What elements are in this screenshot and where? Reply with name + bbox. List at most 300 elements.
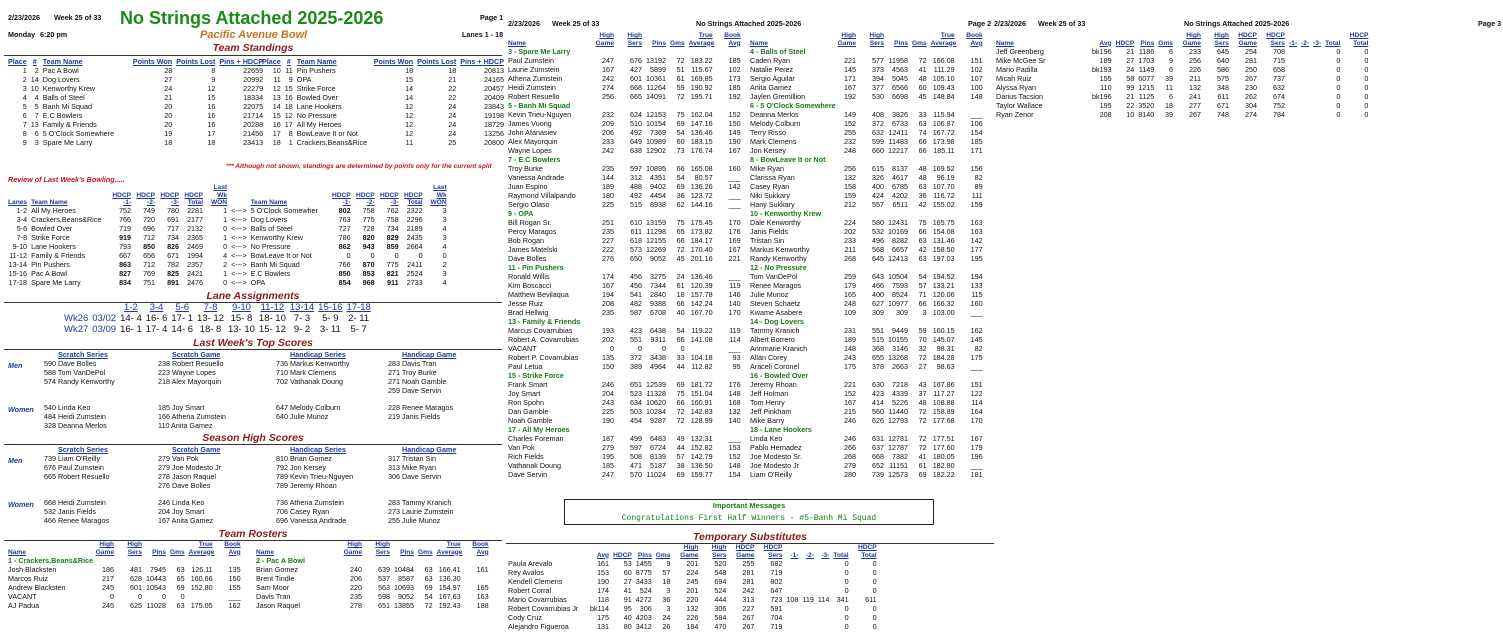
roster-cell: 649: [630, 136, 642, 146]
roster-cell: 132: [844, 172, 856, 182]
roster-header: High Sers: [127, 541, 142, 556]
roster-cell: Sam Moor: [256, 582, 290, 592]
subs-cell: 114: [817, 594, 830, 604]
roster-cell: 73: [676, 145, 685, 155]
subs-cell: 18: [1164, 100, 1173, 110]
roster-cell: 643: [872, 271, 884, 281]
score-entry: 218 Alex Mayorquin: [158, 377, 222, 386]
roster-cell: Jeremy Rhoan: [750, 379, 797, 389]
table-row: [506, 335, 743, 344]
standings-cell: 20409: [484, 92, 504, 102]
roster-cell: 177.68: [932, 415, 955, 425]
roster-cell: Natalie Perez: [750, 64, 794, 74]
roster-cell: 136.50: [690, 460, 713, 470]
roster-cell: 8938: [650, 199, 666, 209]
roster-cell: 38: [676, 460, 685, 470]
roster-cell: 187: [602, 433, 614, 443]
table-row: [748, 245, 985, 254]
roster-cell: 242: [602, 145, 614, 155]
roster-cell: Mark Clemens: [750, 136, 797, 146]
roster-cell: 122: [970, 388, 983, 398]
review-cell: 0: [394, 251, 399, 261]
subs-cell: [1287, 110, 1299, 119]
subs-continued-wrap: [994, 32, 1370, 119]
roster-cell: Hany Sukkary: [750, 199, 795, 209]
subs-cell: 0: [1336, 100, 1341, 110]
roster-cell: 41: [918, 64, 927, 74]
standings-cell: 14: [405, 83, 414, 93]
table-row: [506, 281, 743, 290]
roster-cell: 173.98: [932, 136, 955, 146]
table-row: [506, 398, 743, 407]
roster-cell: 152.80: [190, 582, 213, 592]
spacer: [506, 544, 588, 559]
review-header: HDCP -1-: [331, 191, 351, 207]
roster-cell: 160: [970, 298, 983, 308]
table-row: [506, 425, 743, 434]
roster-cell: Terry Risso: [750, 127, 786, 137]
review-cell: 859: [386, 242, 399, 252]
roster-cell: 12217: [888, 145, 908, 155]
roster-cell: 152: [728, 451, 741, 461]
table-row: [748, 380, 985, 389]
roster-cell: 7382: [892, 451, 908, 461]
standings-cell: 15: [284, 83, 293, 93]
roster-cell: 551: [872, 325, 884, 335]
review-cell: 4: [442, 278, 447, 288]
table-row: [994, 65, 1370, 74]
roster-cell: 24: [676, 271, 685, 281]
roster-cell: 167: [728, 244, 741, 254]
header-date: 2/23/2026: [994, 19, 1026, 28]
roster-left: [6, 541, 243, 610]
roster-cell: Noah Gamble: [508, 415, 553, 425]
score-entry: 702 Vathanak Doung: [276, 377, 344, 386]
roster-team-name: 5 - Banh Mi Squad: [508, 100, 571, 110]
table-row: [506, 290, 743, 299]
roster-header: Gms: [418, 548, 433, 556]
roster-cell: 12787: [888, 442, 908, 452]
review-cell: 4: [442, 224, 447, 234]
subs-cell: bk193: [1092, 64, 1112, 74]
review-cell: Balls of Steel: [250, 224, 293, 234]
subs-cell: Mike McGee Sr: [996, 55, 1046, 65]
review-cell: 758: [386, 215, 399, 225]
table-row: [748, 47, 985, 56]
standings-cell: 19: [164, 128, 173, 138]
messages-body: Congratulations First Half Winners - #5-Banh Mi Squad: [621, 513, 877, 523]
roster-cell: 276: [602, 253, 614, 263]
subs-header: HDCP Game: [735, 544, 755, 559]
subs-cell: [800, 586, 815, 595]
subs-cell: 108: [786, 594, 799, 604]
subs-cell: Kendell Clemens: [508, 576, 563, 586]
standings-cell: Lane Hookers: [296, 101, 342, 111]
roster-cell: 12573: [888, 469, 908, 479]
table-row: [6, 583, 243, 592]
subs-cell: 39: [1164, 73, 1173, 83]
roster-cell: 63: [918, 235, 927, 245]
lane-value: 9- 2: [293, 323, 311, 335]
roster-cell: 162.04: [690, 109, 713, 119]
roster-cell: 66: [676, 334, 685, 344]
roster-cell: 155.02: [932, 199, 955, 209]
standings-cell: 9: [211, 74, 216, 84]
roster-cell: 11328: [646, 388, 666, 398]
review-cell: 0: [223, 242, 228, 252]
roster-cell: 240: [350, 564, 362, 574]
standings-cell: 13256: [484, 128, 504, 138]
standings-cell: 24: [448, 110, 457, 120]
subs-header: Total: [833, 551, 849, 559]
roster-cell: 192: [844, 91, 856, 101]
standings-left: [6, 57, 265, 147]
subs-cell: 26: [662, 621, 671, 631]
review-cell: 719: [119, 224, 132, 234]
score-entry: 278 Jason Raquel: [158, 472, 216, 481]
lane-pair: 5-6: [175, 302, 190, 313]
roster-cell: 111.29: [933, 64, 955, 74]
table-row: [6, 261, 449, 270]
roster-cell: 202: [844, 226, 856, 236]
roster-cell: Percy Maragos: [508, 226, 557, 236]
roster-cell: 151.04: [690, 388, 713, 398]
roster-cell: 152: [844, 118, 856, 128]
roster-cell: 135: [228, 564, 241, 574]
table-row: [748, 155, 985, 164]
roster-cell: 154.08: [932, 226, 955, 236]
roster-cell: 278: [350, 600, 362, 610]
roster-cell: 59: [918, 325, 927, 335]
review-cell: 728: [362, 224, 375, 234]
review-cell: 775: [362, 215, 375, 225]
roster-cell: 492: [630, 127, 642, 137]
roster-cell: 61: [676, 280, 685, 290]
table-row: [506, 119, 743, 128]
standings-cell: 1: [288, 137, 293, 147]
score-entry: 238 Robert Resuello: [158, 359, 224, 368]
roster-cell: 206: [602, 127, 614, 137]
roster-cell: 126.11: [191, 564, 213, 574]
roster-cell: 6708: [650, 307, 666, 317]
roster-cell: Pablo Hernadez: [750, 442, 802, 452]
roster-cell: 627: [872, 298, 884, 308]
roster-cell: 170: [728, 217, 741, 227]
roster-cell: 108.88: [932, 397, 955, 407]
standings-cell: Family & Friends: [42, 119, 97, 129]
table-row: [748, 236, 985, 245]
review-cell: <--->: [231, 269, 247, 279]
roster-cell: Paul Zumstein: [508, 55, 554, 65]
table-row: [6, 138, 265, 147]
roster-cell: 9287: [650, 415, 666, 425]
subs-cell: 1703: [1138, 55, 1155, 65]
roster-cell: Kim Boscacci: [508, 280, 552, 290]
roster-cell: 4339: [892, 388, 908, 398]
roster-cell: 211: [844, 244, 856, 254]
roster-cell: 62: [676, 199, 685, 209]
roster-cell: 248: [844, 145, 856, 155]
table-row: [748, 299, 985, 308]
subs-cell: 0: [844, 576, 849, 586]
score-entry: 466 Renee Maragos: [44, 516, 110, 525]
roster-header: Book Avg: [724, 32, 741, 47]
score-entry: 640 Julie Munoz: [276, 412, 329, 421]
standings-cell: 17: [284, 119, 293, 129]
roster-team-name: 2 - Pac A Bowl: [256, 555, 305, 565]
table-row: [6, 243, 449, 252]
standings-cell: 10: [272, 65, 281, 75]
subs-cell: 132: [1188, 82, 1201, 92]
subs-cell: 80: [623, 621, 632, 631]
roster-cell: 235: [602, 163, 614, 173]
roster-cell: 148: [728, 460, 741, 470]
standings-cell: Crackers,Beans&Rice: [296, 137, 368, 147]
subs-cell: [1299, 110, 1311, 119]
roster-cell: 12153: [646, 109, 666, 119]
roster-cell: 532: [872, 226, 884, 236]
roster-cell: 224: [844, 217, 856, 227]
subs-cell: 0: [1364, 55, 1369, 65]
standings-cell: Banh Mi Squad: [42, 101, 92, 111]
page-number: Page 3: [1478, 19, 1502, 28]
standings-cell: E.C Bowlers: [42, 110, 83, 120]
standings-cell: 18: [448, 65, 457, 75]
roster-cell: Robert A. Covarrubias: [508, 334, 579, 344]
roster-cell: 63: [176, 600, 185, 610]
roster-cell: 676: [630, 55, 642, 65]
standings-cell: 19198: [484, 110, 504, 120]
roster-cell: 142.83: [690, 406, 713, 416]
lane-value: 3- 11: [319, 323, 341, 335]
roster-team-name: 1 - Crackers,Beans&Rice: [8, 555, 94, 565]
roster-cell: 45: [918, 91, 927, 101]
table-row: [506, 137, 743, 146]
subs-cell: 3: [666, 585, 671, 595]
roster-cell: 9388: [650, 298, 666, 308]
table-row: [260, 138, 506, 147]
roster-header: Pins: [400, 548, 414, 556]
lane-value: 17- 4: [145, 323, 168, 335]
roster-cell: Steven Schaetz: [750, 298, 801, 308]
table-row: [748, 74, 985, 83]
review-cell: <--->: [231, 278, 247, 288]
roster-cell: Melody Colburn: [750, 118, 801, 128]
score-entry: 167 Anita Gamez: [158, 516, 214, 525]
roster-cell: Liam O'Reilly: [750, 469, 793, 479]
subs-cell: 348: [1216, 82, 1229, 92]
roster-cell: 225: [602, 199, 614, 209]
table-row: [254, 565, 491, 574]
roster-cell: 171: [970, 145, 983, 155]
roster-cell: 368: [872, 343, 884, 353]
roster-cell: 128.99: [690, 415, 713, 425]
roster-cell: 136.46: [690, 127, 713, 137]
table-row: [506, 227, 743, 236]
roster-cell: Rich Fields: [508, 451, 544, 461]
standings-cell: 13: [30, 119, 39, 129]
roster-cell: 7593: [892, 280, 908, 290]
standings-cell: 9: [288, 74, 293, 84]
roster-cell: 69: [424, 582, 433, 592]
roster-cell: 186: [102, 564, 114, 574]
standings-cell: 17: [272, 128, 281, 138]
roster-cell: 164: [970, 406, 983, 416]
table-row: [260, 75, 506, 84]
table-row: [254, 574, 491, 583]
table-row: [506, 443, 743, 452]
roster-cell: 10169: [888, 226, 908, 236]
standings-cell: Strike Force: [296, 83, 336, 93]
roster-cell: 66: [918, 298, 927, 308]
review-cell: 786: [338, 233, 351, 243]
review-cell: Spare Me Larry: [31, 278, 81, 288]
roster-cell: 414: [872, 397, 884, 407]
roster-cell: 148: [844, 343, 856, 353]
roster-cell: 268: [844, 451, 856, 461]
roster-cell: 141.08: [690, 334, 713, 344]
roster-cell: 0: [662, 343, 666, 353]
standings-cell: 18: [164, 137, 173, 147]
roster-cell: ___: [228, 591, 241, 601]
roster-cell: Joe Modesto Jr: [750, 460, 800, 470]
roster-cell: Athena Zumstein: [508, 73, 563, 83]
roster-cell: Brian Gomez: [256, 564, 298, 574]
subs-cell: 671: [1216, 100, 1229, 110]
roster-cell: 149: [728, 127, 741, 137]
table-row: [254, 541, 491, 556]
roster-cell: 159: [844, 190, 856, 200]
lane-pair: 17-18: [346, 302, 371, 313]
th-pins: Pins + HDCP: [460, 56, 504, 66]
standings-cell: 24: [448, 101, 457, 111]
roster-cell: 179: [844, 280, 856, 290]
review-cell: 891: [167, 278, 180, 288]
subs-cell: 0: [872, 603, 877, 613]
review-cell: 5 O'Clock Somewher: [250, 206, 318, 216]
lane-value: 16- 1: [120, 323, 142, 335]
roster-cell: 194: [602, 289, 614, 299]
roster-cell: Laurie Zumstein: [508, 64, 560, 74]
th-won: Points Won: [132, 56, 173, 66]
th-lost: Points Lost: [176, 56, 216, 66]
subs-cell: 0: [1364, 82, 1369, 92]
roster-cell: Marcos Ruiz: [8, 573, 48, 583]
roster-cell: 6785: [892, 181, 908, 191]
roster-team-name: 17 - All My Heroes: [508, 424, 570, 434]
standings-cell: 21714: [243, 110, 264, 120]
subs-cell: 267: [742, 621, 755, 631]
score-entry: 792 Jon Kersey: [276, 463, 326, 472]
roster-cell: Heidi Zumstein: [508, 82, 556, 92]
roster-cell: 71: [918, 289, 927, 299]
subs-cell: 233: [1188, 46, 1201, 56]
review-title: Review of Last Week's Bowling.....: [8, 175, 125, 184]
subs-cell: 0: [1364, 91, 1369, 101]
table-row: [748, 263, 985, 272]
roster-team-name: 14 - Dog Lovers: [750, 316, 804, 326]
review-cell: 696: [143, 224, 156, 234]
subs-cell: 195: [1099, 100, 1112, 110]
roster-team-name: 4 - Balls of Steel: [750, 46, 806, 56]
table-row: [748, 227, 985, 236]
roster-cell: ___: [970, 460, 983, 470]
review-cell: BowLeave It or Not: [250, 251, 312, 261]
roster-cell: 268: [844, 253, 856, 263]
roster-cell: 3438: [650, 352, 666, 362]
roster-cell: 190.92: [690, 82, 713, 92]
subs-cell: 6: [1168, 91, 1173, 101]
roster-cell: 182.80: [932, 460, 955, 470]
roster-cell: 11440: [888, 406, 908, 416]
table-row: [748, 128, 985, 137]
standings-cell: 21456: [243, 128, 264, 138]
header-week: Week 25 of 33: [552, 19, 600, 28]
report-title: No Strings Attached 2025-2026: [120, 8, 384, 28]
score-entry: 540 Linda Keo: [44, 403, 91, 412]
report-title: No Strings Attached 2025-2026: [696, 19, 802, 28]
standings-cell: 6: [22, 110, 27, 120]
roster-cell: 54: [424, 591, 433, 601]
roster-cell: 466: [872, 280, 884, 290]
roster-cell: 72: [676, 91, 685, 101]
roster-cell: 3: [922, 307, 927, 317]
table-row: [748, 101, 985, 110]
roster-cell: 195: [602, 451, 614, 461]
review-cell: 667: [119, 251, 132, 261]
lane-value: 14- 6: [171, 323, 194, 335]
score-entry: 317 Tristan Sin: [388, 454, 436, 463]
review-cell: <--->: [231, 233, 247, 243]
table-row: [506, 47, 743, 56]
lane-value: 17- 1: [171, 312, 194, 324]
roster-cell: 72: [918, 433, 927, 443]
roster-cell: 637: [872, 442, 884, 452]
table-row: [254, 583, 491, 592]
lanes-range: Lanes 1 - 18: [462, 30, 504, 39]
roster-cell: 8139: [650, 451, 666, 461]
review-cell: 919: [119, 233, 132, 243]
table-row: [260, 93, 506, 102]
standings-cell: 24: [448, 119, 457, 129]
standings-cell: 12: [405, 119, 414, 129]
roster-cell: 167: [844, 82, 856, 92]
roster-cell: 145.07: [932, 334, 955, 344]
roster-cell: 231: [844, 325, 856, 335]
subs-cell: 584: [714, 612, 727, 622]
roster-cell: 163: [476, 591, 489, 601]
review-cell: 775: [386, 260, 399, 270]
roster-cell: 8524: [892, 289, 908, 299]
roster-cell: Robert Resuello: [508, 91, 560, 101]
roster-cell: 152.82: [690, 442, 713, 452]
roster-cell: 109.43: [932, 82, 955, 92]
roster-cell: 11958: [888, 55, 908, 65]
score-entry: 283 Davis Tran: [388, 359, 437, 368]
subs-cell: 24: [1126, 64, 1135, 74]
roster-cell: 185: [728, 55, 741, 65]
roster-cell: Jeff Holman: [750, 388, 789, 398]
standings-cell: 15: [405, 74, 414, 84]
roster-header: Gms: [912, 39, 927, 47]
roster-team-name: 8 - BowLeave It or Not: [750, 154, 826, 164]
roster-cell: 103.00: [932, 307, 955, 317]
roster-cell: 243: [602, 397, 614, 407]
roster-cell: 601: [630, 73, 642, 83]
roster-team-name: 6 - 5 O'Clock Somewhere: [750, 100, 836, 110]
roster-cell: Mike Barry: [750, 415, 785, 425]
score-entry: 279 Joe Modesto Jr: [158, 463, 222, 472]
